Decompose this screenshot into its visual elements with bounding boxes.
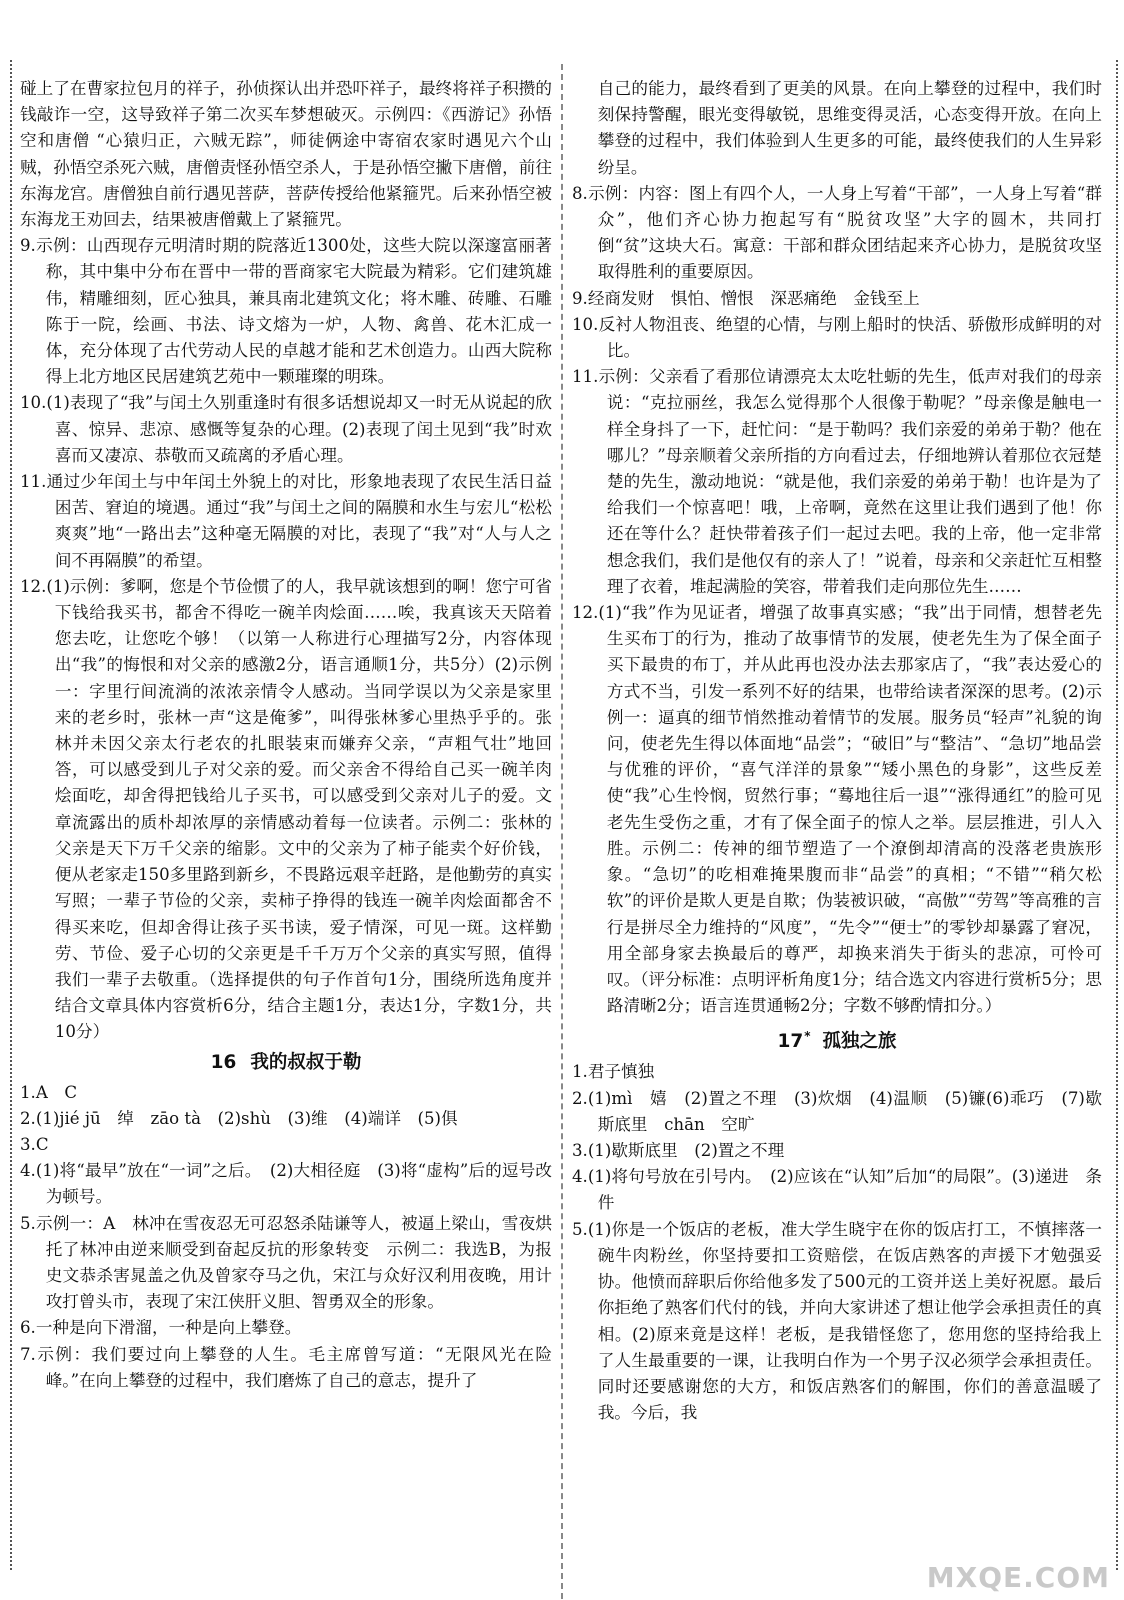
section-17-mark: *: [804, 1029, 811, 1044]
left-margin-dots: [10, 60, 12, 1570]
section-17-answers: [572, 1059, 1102, 1426]
answer-paragraph: 4.(1)将句号放在引号内。 (2)应该在“认知”后加“的局限”。(3)递进 条件: [572, 1167, 1102, 1213]
answer-paragraph: 6.一种是向下滑溜，一种是向上攀登。: [20, 1318, 302, 1338]
section-16-heading: [20, 1048, 552, 1078]
section-16-answers: [20, 1080, 552, 1394]
answer-paragraph: 1.A C: [20, 1082, 78, 1102]
answer-paragraph: 11.示例：父亲看了看那位请漂亮太太吃牡蛎的先生，低声对我们的母亲说：“克拉丽丝，我怎么觉得那个人很像于勒呢？”母亲像是触电一样全身抖了一下，赶忙问：“是于勒吗？我们亲爱的弟弟于勒？他在哪儿？”母亲顺着父亲所指的方向看过去，仔细地辨认着那位衣冠楚楚的先生，激动地说：“就是他，我们亲爱的弟弟于勒！也许是为了给我们一个惊喜吧！哦，上帝啊，竟然在这里让我们遇到了他！你还在等什么？赶快带着孩子们一起过去吧。我的上帝，他一定非常想念我们，我们是他仅有的亲人了！”说着，母亲和父亲赶忙互相整理了衣着，堆起满脸的笑容，带着我们走向那位先生……: [572, 367, 1102, 596]
section-16-number: 16: [210, 1051, 237, 1073]
right-margin-dots: [1116, 60, 1118, 1570]
answer-paragraph: 7.示例：我们要过向上攀登的人生。毛主席曾写道：“无限风光在险峰。”在向上攀登的过程中，我们磨炼了自己的意志，提升了: [20, 1344, 552, 1390]
answer-paragraph: 9.经商发财 惧怕、憎恨 深恶痛绝 金钱至上: [572, 288, 920, 308]
section-17-title: 孤独之旅: [822, 1031, 897, 1053]
answer-paragraph: 3.(1)歇斯底里 (2)置之不理: [572, 1141, 785, 1161]
answer-paragraph: 12.(1)示例：爹啊，您是个节俭惯了的人，我早就该想到的啊！您宁可省下钱给我买书，都舍不得吃一碗羊肉烩面……唉，我真该天天陪着您去吃，让您吃个够！（以第一人称进行心理描写2分，内容体现出“我”的悔恨和对父亲的感激2分，语言通顺1分，共5分）(2)示例一：字里行间流淌的浓浓亲情令人感动。当同学误以为父亲是家里来的老乡时，张林一声“这是俺爹”，叫得张林爹心里热乎乎的。张林并未因父亲太行老农的扎眼装束而嫌弃父亲，“声粗气壮”地回答，可以感受到儿子对父亲的爱。而父亲舍不得给自己买一碗羊肉烩面吃，却舍得把钱给儿子买书，可以感受到父亲对儿子的爱。文章流露出的质朴却浓厚的亲情感动着每一位读者。示例二：张林的父亲是天下万千父亲的缩影。文中的父亲为了柿子能卖个好价钱，便从老家走150多里路到新乡，不畏路远艰辛赶路，是他勤劳的真实写照；一辈子节俭的父亲，卖柿子挣得的钱连一碗羊肉烩面都舍不得买来吃，但却舍得让孩子买书读，爱子情深，可见一斑。这样勤劳、节俭、爱子心切的父亲更是千千万万个父亲的真实写照，值得我们一辈子去敬重。（选择提供的句子作首句1分，围绕所选角度并结合文章具体内容赏析6分，结合主题1分，表达1分，字数1分，共10分）: [20, 576, 552, 1042]
answer-paragraph: 12.(1)“我”作为见证者，增强了故事真实感；“我”出于同情，想替老先生买布丁的行为，推动了故事情节的发展，使老先生为了保全面子买下最贵的布丁，并从此再也没办法去那家店了，“我”表达爱心的方式不当，引发一系列不好的结果，也带给读者深深的思考。(2)示例一：逼真的细节悄然推动着情节的发展。服务员“轻声”礼貌的询问，使老先生得以体面地“品尝”；“破旧”与“整洁”、“急切”地品尝与优雅的评价，“喜气洋洋的景象”“矮小黑色的身影”，这些反差使“我”心生怜悯，贸然行事；“蓦地往后一退”“涨得通红”的脸可见老先生受伤之重，才有了保全面子的惊人之举。层层推进，引人入胜。示例二：传神的细节塑造了一个潦倒却清高的没落老贵族形象。“急切”的吃相难掩果腹而非“品尝”的真相；“不错”“稍欠松软”的评价是欺人更是自欺；伪装被识破，“高傲”“劳驾”等高雅的言行是拼尽全力维持的“风度”，“先令”“便士”的零钞却暴露了窘况，用全部身家去换最后的尊严，却换来消失于街头的悲凉，可怜可叹。（评分标准：点明评析角度1分；结合选文内容进行赏析5分；思路清晰2分；语言连贯通畅2分；字数不够酌情扣分。）: [572, 603, 1102, 1016]
answer-paragraph: 11.通过少年闰土与中年闰土外貌上的对比，形象地表现了农民生活日益困苦、窘迫的境遇。通过“我”与闰土之间的隔膜和水生与宏儿“松松爽爽”地“一路出去”这种毫无隔膜的对比，表现了“我”对“人与人之间不再隔膜”的希望。: [20, 472, 552, 570]
right-main-answers: [572, 76, 1102, 1019]
section-17-heading: [572, 1021, 1102, 1057]
column-divider: [561, 64, 563, 1599]
answer-paragraph: 10.反衬人物沮丧、绝望的心情，与刚上船时的快活、骄傲形成鲜明的对比。: [572, 314, 1102, 361]
answer-paragraph: 10.(1)表现了“我”与闰土久别重逢时有很多话想说却又一时无从说起的欣喜、惊异、悲凉、感慨等复杂的心理。(2)表现了闰土见到“我”时欢喜而又凄凉、恭敬而又疏离的矛盾心理。: [20, 393, 552, 465]
answer-paragraph: 1.君子慎独: [572, 1062, 655, 1082]
answer-paragraph: 5.(1)你是一个饭店的老板，准大学生晓宇在你的饭店打工，不慎摔落一碗牛肉粉丝，你坚持要扣工资赔偿，在饭店熟客的声援下才勉强妥协。他愤而辞职后你给他多发了500元的工资并送上美好祝愿。最后你拒绝了熟客们代付的钱，并向大家讲述了想让他学会承担责任的真相。(2)原来竟是这样！老板，是我错怪您了，您用您的坚持给我上了人生最重要的一课，让我明白作为一个男子汉必须学会承担责任。同时还要感谢您的大方，和饭店熟客们的解围，你们的善意温暖了我。今后，我: [572, 1219, 1102, 1423]
answer-paragraph: 4.(1)将“最早”放在“一词”之后。 (2)大相径庭 (3)将“虚构”后的逗号改为顿号。: [20, 1161, 552, 1207]
right-column: [572, 76, 1102, 1426]
section-16-title: 我的叔叔于勒: [250, 1051, 362, 1073]
answer-paragraph: 碰上了在曹家拉包月的祥子，孙侦探认出并恐吓祥子，最终将祥子积攒的钱敲诈一空，这导致祥子第二次买车梦想破灭。示例四：《西游记》孙悟空和唐僧 “心猿归正，六贼无踪”，师徒俩途中寄宿农家时遇见六个山贼，孙悟空杀死六贼，唐僧责怪孙悟空杀人，于是孙悟空撇下唐僧，前往东海龙宫。唐僧独自前行遇见菩萨，菩萨传授给他紧箍咒。后来孙悟空被东海龙王劝回去，结果被唐僧戴上了紧箍咒。: [20, 79, 552, 230]
answer-paragraph: 3.C: [20, 1134, 49, 1154]
answer-paragraph: 9.示例：山西现存元明清时期的院落近1300处，这些大院以深邃富丽著称，其中集中分布在晋中一带的晋商家宅大院最为精彩。它们建筑雄伟，精雕细刻，匠心独具，兼具南北建筑文化；将木雕、砖雕、石雕陈于一院，绘画、书法、诗文熔为一炉，人物、禽兽、花木汇成一体，充分体现了古代劳动人民的卓越才能和艺术创造力。山西大院称得上北方地区民居建筑艺苑中一颗璀璨的明珠。: [20, 236, 552, 387]
answer-paragraph: 5.示例一：A 林冲在雪夜忍无可忍怒杀陆谦等人，被逼上梁山，雪夜烘托了林冲由逆来顺受到奋起反抗的形象转变 示例二：我选B，为报史文恭杀害晁盖之仇及曾家夺马之仇，宋江与众好汉利用夜晚，用计攻打曾头市，表现了宋江侠肝义胆、智勇双全的形象。: [20, 1213, 552, 1312]
answer-paragraph: 2.(1)mì 嬉 (2)置之不理 (3)炊烟 (4)温顺 (5)镰(6)乖巧 (7)歇斯底里 chān 空旷: [572, 1088, 1102, 1134]
answer-paragraph: 自己的能力，最终看到了更美的风景。在向上攀登的过程中，我们时刻保持警醒，眼光变得敏锐，思维变得灵活，心态变得开放。在向上攀登的过程中，我们体验到人生更多的可能，最终使我们的人生异彩纷呈。: [597, 79, 1102, 177]
section-17-number: 17: [777, 1031, 804, 1053]
left-column: [20, 76, 552, 1394]
answer-paragraph: 2.(1)jié jū 绰 zāo tà (2)shù (3)维 (4)端详 (5)俱: [20, 1108, 458, 1128]
answer-paragraph: 8.示例：内容：图上有四个人，一人身上写着“干部”，一人身上写着“群众”，他们齐心协力抱起写有“脱贫攻坚”大字的圆木，共同打倒“贫”这块大石。寓意：干部和群众团结起来齐心协力，是脱贫攻坚取得胜利的重要原因。: [572, 183, 1102, 282]
site-watermark: MXQE.COM: [926, 1561, 1110, 1594]
left-main-answers: [20, 76, 552, 1046]
